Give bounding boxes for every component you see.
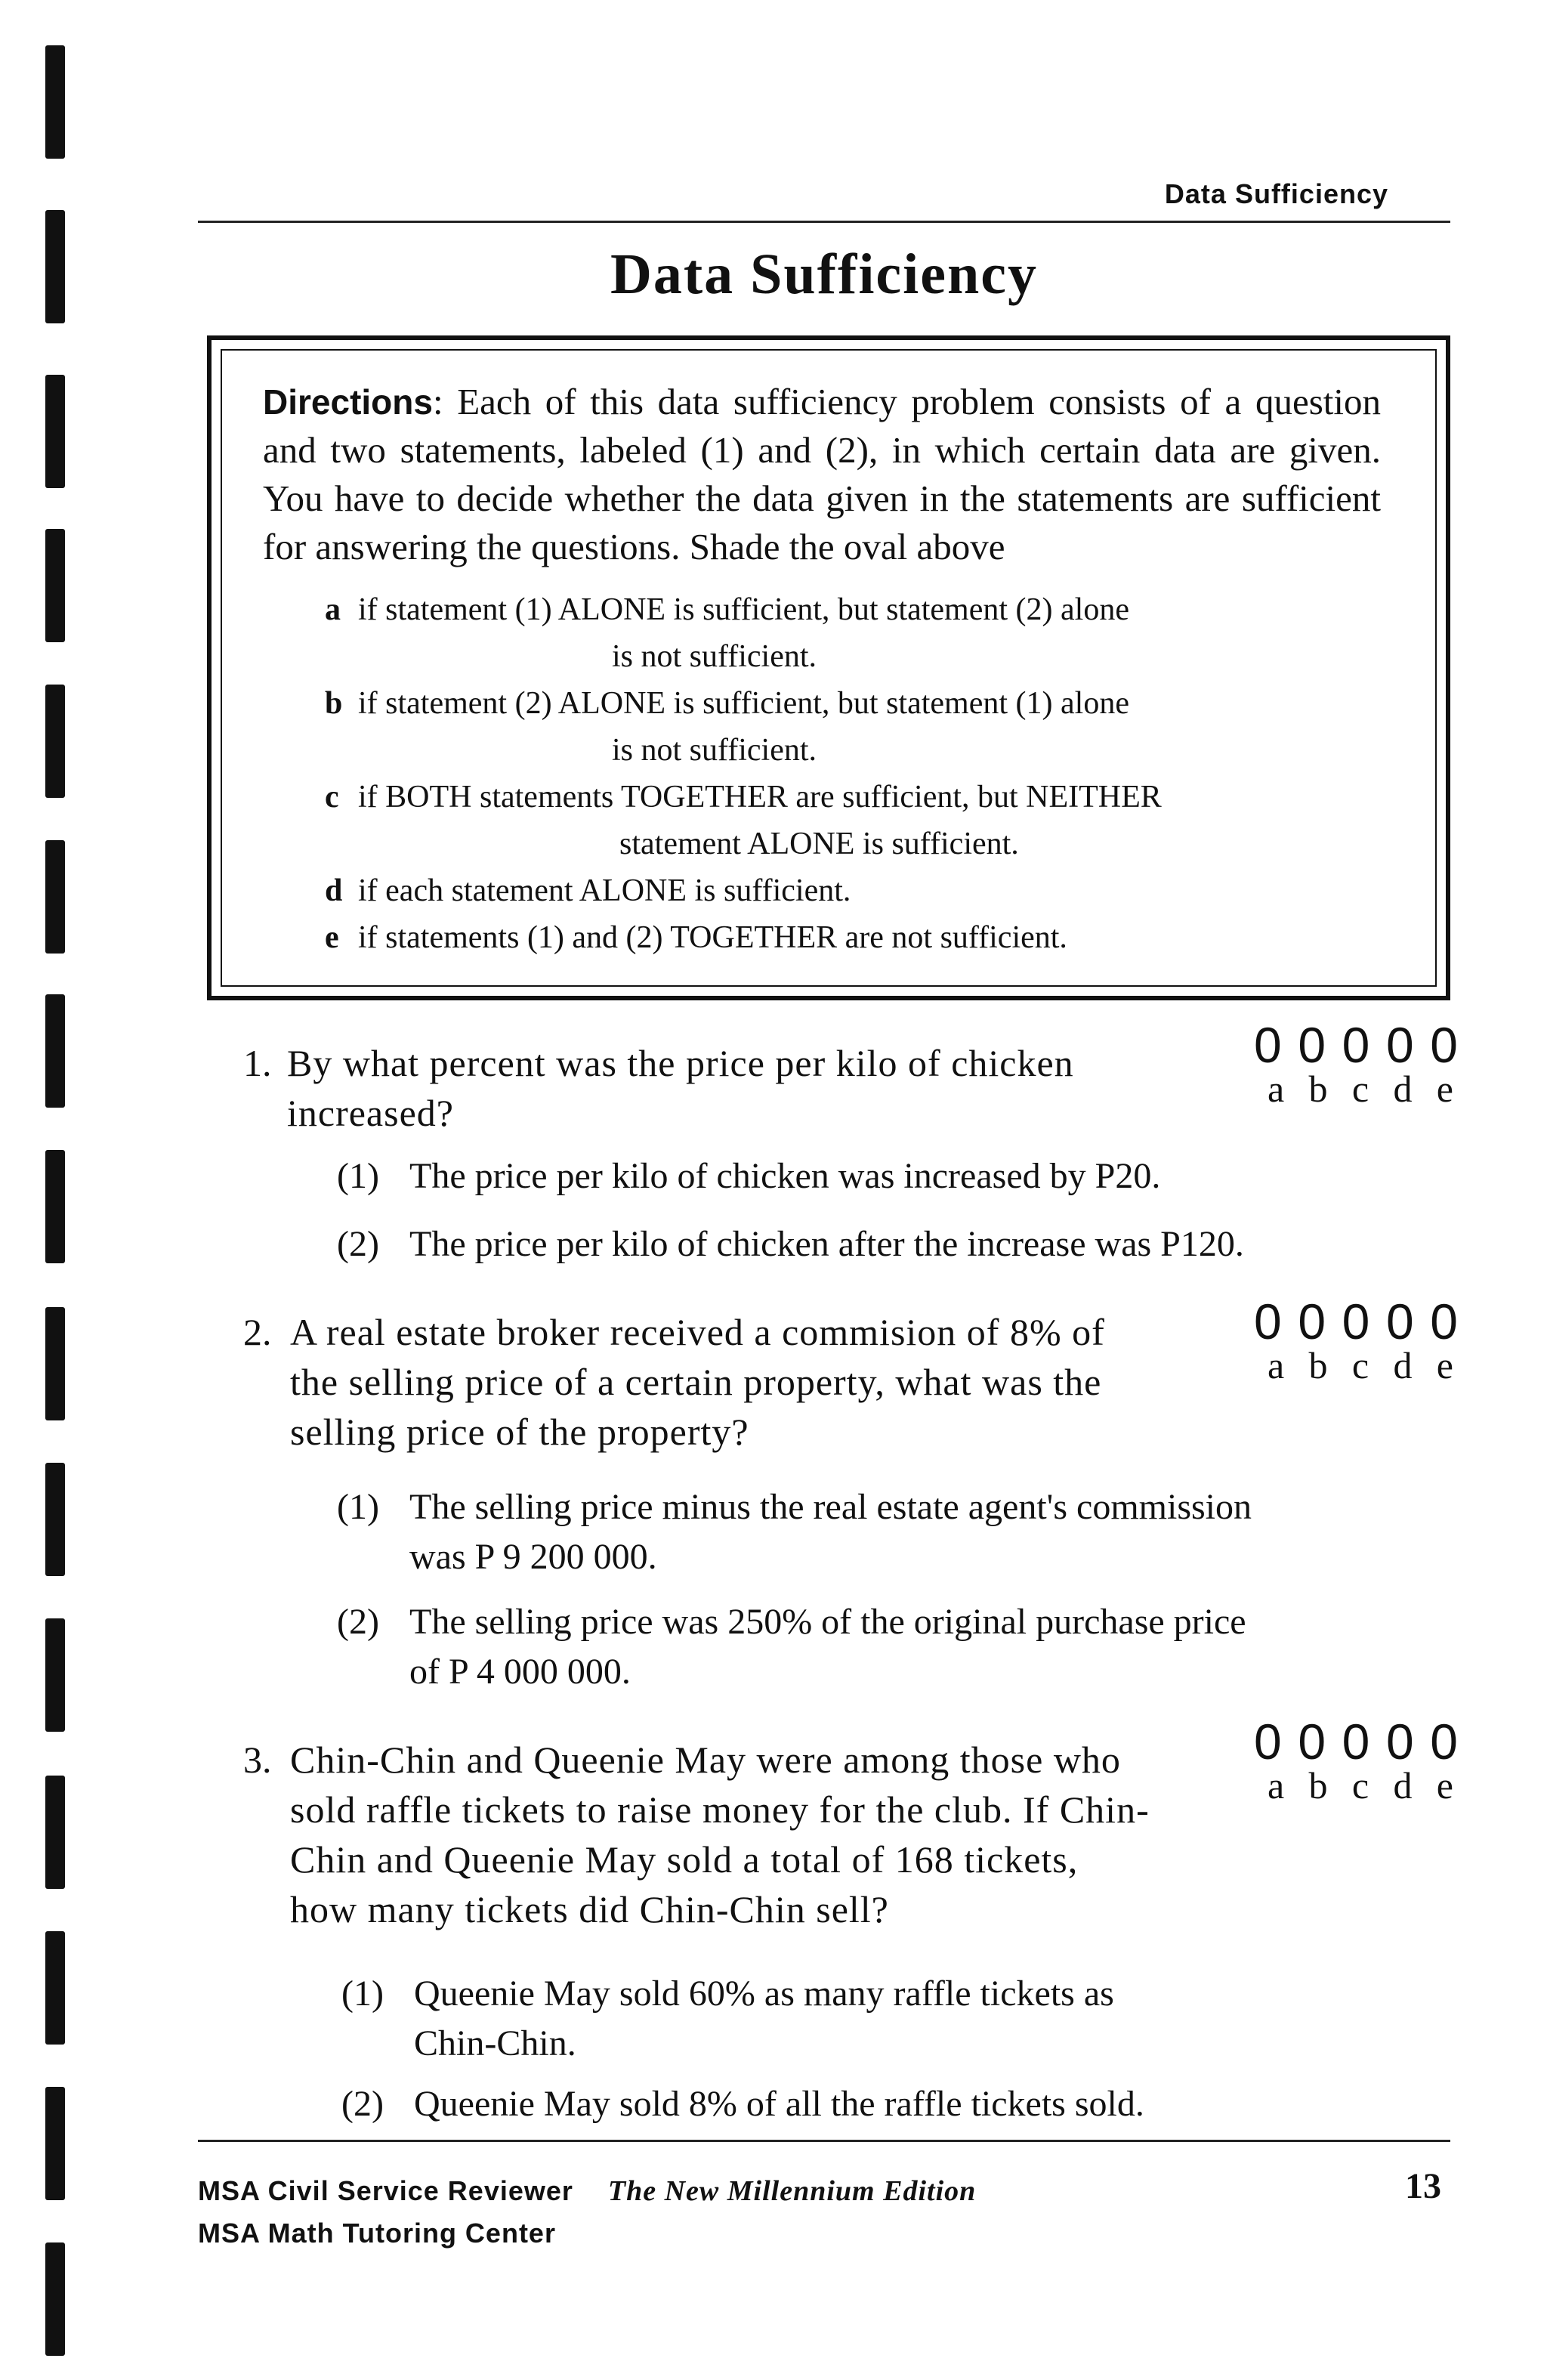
statement-label: (2) <box>337 1602 379 1642</box>
statement-line: was P 9 200 000. <box>409 1537 657 1577</box>
option-key: e <box>325 920 339 955</box>
answer-oval-b[interactable]: 0 <box>1298 1017 1326 1073</box>
oval-letter: d <box>1393 1068 1413 1110</box>
answer-ovals-q3[interactable] <box>1254 1714 1458 1807</box>
question-line: how many tickets did Chin-Chin sell? <box>290 1888 889 1930</box>
answer-oval-e[interactable]: 0 <box>1430 1294 1458 1349</box>
statement-text <box>409 1597 1407 1697</box>
option-key: d <box>325 873 343 908</box>
binding-hole <box>45 45 65 159</box>
statement-label: (2) <box>341 2084 384 2124</box>
binding-hole <box>45 1463 65 1576</box>
option-text: if statement (2) ALONE is sufficient, but statement (1) alone <box>358 686 1129 721</box>
directions-box <box>207 335 1450 1000</box>
statement-line: Queenie May sold 60% as many raffle tickets as <box>414 1974 1114 2014</box>
statement-text: The price per kilo of chicken was increased by P20. <box>409 1156 1161 1196</box>
question-line: A real estate broker received a commision of 8% of <box>290 1311 1105 1353</box>
oval-letter: b <box>1308 1764 1328 1807</box>
answer-oval-a[interactable]: 0 <box>1254 1714 1282 1770</box>
footer <box>198 2170 1450 2255</box>
oval-letter: c <box>1351 1344 1369 1386</box>
directions-text <box>263 378 1381 571</box>
page-title: Data Sufficiency <box>610 243 1039 306</box>
binding-hole <box>45 1931 65 2045</box>
oval-letter: d <box>1393 1344 1413 1386</box>
option-key: a <box>325 592 341 627</box>
statement-text: The price per kilo of chicken after the increase was P120. <box>409 1224 1244 1264</box>
question-text <box>287 1038 1261 1138</box>
statement-label: (1) <box>337 1487 379 1527</box>
statement-label: (1) <box>341 1974 384 2014</box>
question-number: 3. <box>243 1739 272 1781</box>
statement-label: (1) <box>337 1156 379 1196</box>
question-text <box>290 1307 1264 1457</box>
statement-line: of P 4 000 000. <box>409 1652 631 1692</box>
oval-letter: b <box>1308 1344 1328 1386</box>
statement-line: Chin-Chin. <box>414 2023 576 2063</box>
option-text: if statement (1) ALONE is sufficient, but statement (2) alone <box>358 592 1129 627</box>
oval-letter: b <box>1308 1068 1328 1110</box>
question-line: Chin and Queenie May sold a total of 168 tickets, <box>290 1838 1079 1881</box>
statement-text: Queenie May sold 8% of all the raffle tickets sold. <box>414 2084 1144 2124</box>
option-a <box>325 586 1307 680</box>
answer-ovals-q2[interactable] <box>1254 1294 1458 1386</box>
question-number: 2. <box>243 1311 272 1353</box>
footer-rule <box>198 2140 1450 2142</box>
oval-letter: e <box>1436 1764 1453 1807</box>
footer-publisher: MSA Math Tutoring Center <box>198 2218 556 2249</box>
directions-label: Directions <box>263 382 433 422</box>
statement-text <box>414 1969 1411 2069</box>
question-line: increased? <box>287 1092 454 1134</box>
answer-oval-c[interactable]: 0 <box>1342 1294 1370 1349</box>
statement-line: The selling price minus the real estate agent's commission <box>409 1487 1252 1527</box>
binding-hole <box>45 2242 65 2356</box>
footer-edition: The New Millennium Edition <box>607 2175 977 2207</box>
binding-hole <box>45 994 65 1108</box>
footer-book-title: MSA Civil Service Reviewer <box>198 2175 573 2206</box>
answer-oval-d[interactable]: 0 <box>1385 1294 1414 1349</box>
oval-letter: e <box>1436 1344 1453 1386</box>
binding-hole <box>45 685 65 798</box>
binding-hole <box>45 1618 65 1732</box>
oval-letter: c <box>1351 1068 1369 1110</box>
question-line: By what percent was the price per kilo of chicken <box>287 1042 1074 1084</box>
answer-oval-c[interactable]: 0 <box>1342 1017 1370 1073</box>
question-text <box>290 1735 1264 1934</box>
option-text: if BOTH statements TOGETHER are sufficient, but NEITHER <box>358 780 1162 814</box>
answer-oval-c[interactable]: 0 <box>1342 1714 1370 1770</box>
binding-hole <box>45 1776 65 1889</box>
directions-body: : Each of this data sufficiency problem consists of a question and two statements, labeled (1) and (2), in which certain data are given. You have to decide whether the data given in the statements are sufficient for answering the questions. Shade the oval above <box>263 381 1381 567</box>
oval-letter: c <box>1351 1764 1369 1807</box>
option-text: if statements (1) and (2) TOGETHER are not sufficient. <box>358 920 1067 955</box>
running-head: Data Sufficiency <box>1164 178 1388 209</box>
option-text-cont: statement ALONE is sufficient. <box>619 827 1019 861</box>
question-line: Chin-Chin and Queenie May were among those who <box>290 1739 1121 1781</box>
option-text-cont: is not sufficient. <box>612 639 817 674</box>
binding-hole <box>45 210 65 323</box>
answer-oval-d[interactable]: 0 <box>1385 1017 1414 1073</box>
statement-text <box>409 1482 1407 1582</box>
option-key: b <box>325 686 343 721</box>
statement-label: (2) <box>337 1224 379 1264</box>
question-line: the selling price of a certain property, what was the <box>290 1361 1102 1403</box>
answer-oval-e[interactable]: 0 <box>1430 1017 1458 1073</box>
answer-oval-d[interactable]: 0 <box>1385 1714 1414 1770</box>
option-text-cont: is not sufficient. <box>612 733 817 768</box>
question-line: selling price of the property? <box>290 1411 749 1453</box>
binding-hole <box>45 840 65 954</box>
oval-letter: a <box>1268 1764 1285 1807</box>
answer-ovals-q1[interactable] <box>1254 1017 1458 1110</box>
option-e <box>325 914 1307 961</box>
answer-oval-a[interactable]: 0 <box>1254 1017 1282 1073</box>
binding-hole <box>45 529 65 642</box>
option-b <box>325 680 1307 774</box>
answer-oval-b[interactable]: 0 <box>1298 1294 1326 1349</box>
page-number: 13 <box>1405 2166 1441 2206</box>
binding-hole <box>45 2087 65 2200</box>
binding-hole <box>45 1307 65 1420</box>
answer-oval-b[interactable]: 0 <box>1298 1714 1326 1770</box>
option-text: if each statement ALONE is sufficient. <box>358 873 851 908</box>
option-key: c <box>325 780 339 814</box>
oval-letter: d <box>1393 1764 1413 1807</box>
header-rule <box>198 221 1450 223</box>
option-d <box>325 867 1307 914</box>
binding-hole <box>45 375 65 488</box>
answer-oval-e[interactable]: 0 <box>1430 1714 1458 1770</box>
statement-line: The selling price was 250% of the original purchase price <box>409 1602 1246 1642</box>
answer-oval-a[interactable]: 0 <box>1254 1294 1282 1349</box>
question-number: 1. <box>243 1042 272 1084</box>
binding-hole <box>45 1150 65 1263</box>
oval-letter: e <box>1436 1068 1453 1110</box>
oval-letter: a <box>1268 1344 1285 1386</box>
option-c <box>325 774 1307 867</box>
oval-letter: a <box>1268 1068 1285 1110</box>
question-line: sold raffle tickets to raise money for the club. If Chin- <box>290 1788 1150 1831</box>
